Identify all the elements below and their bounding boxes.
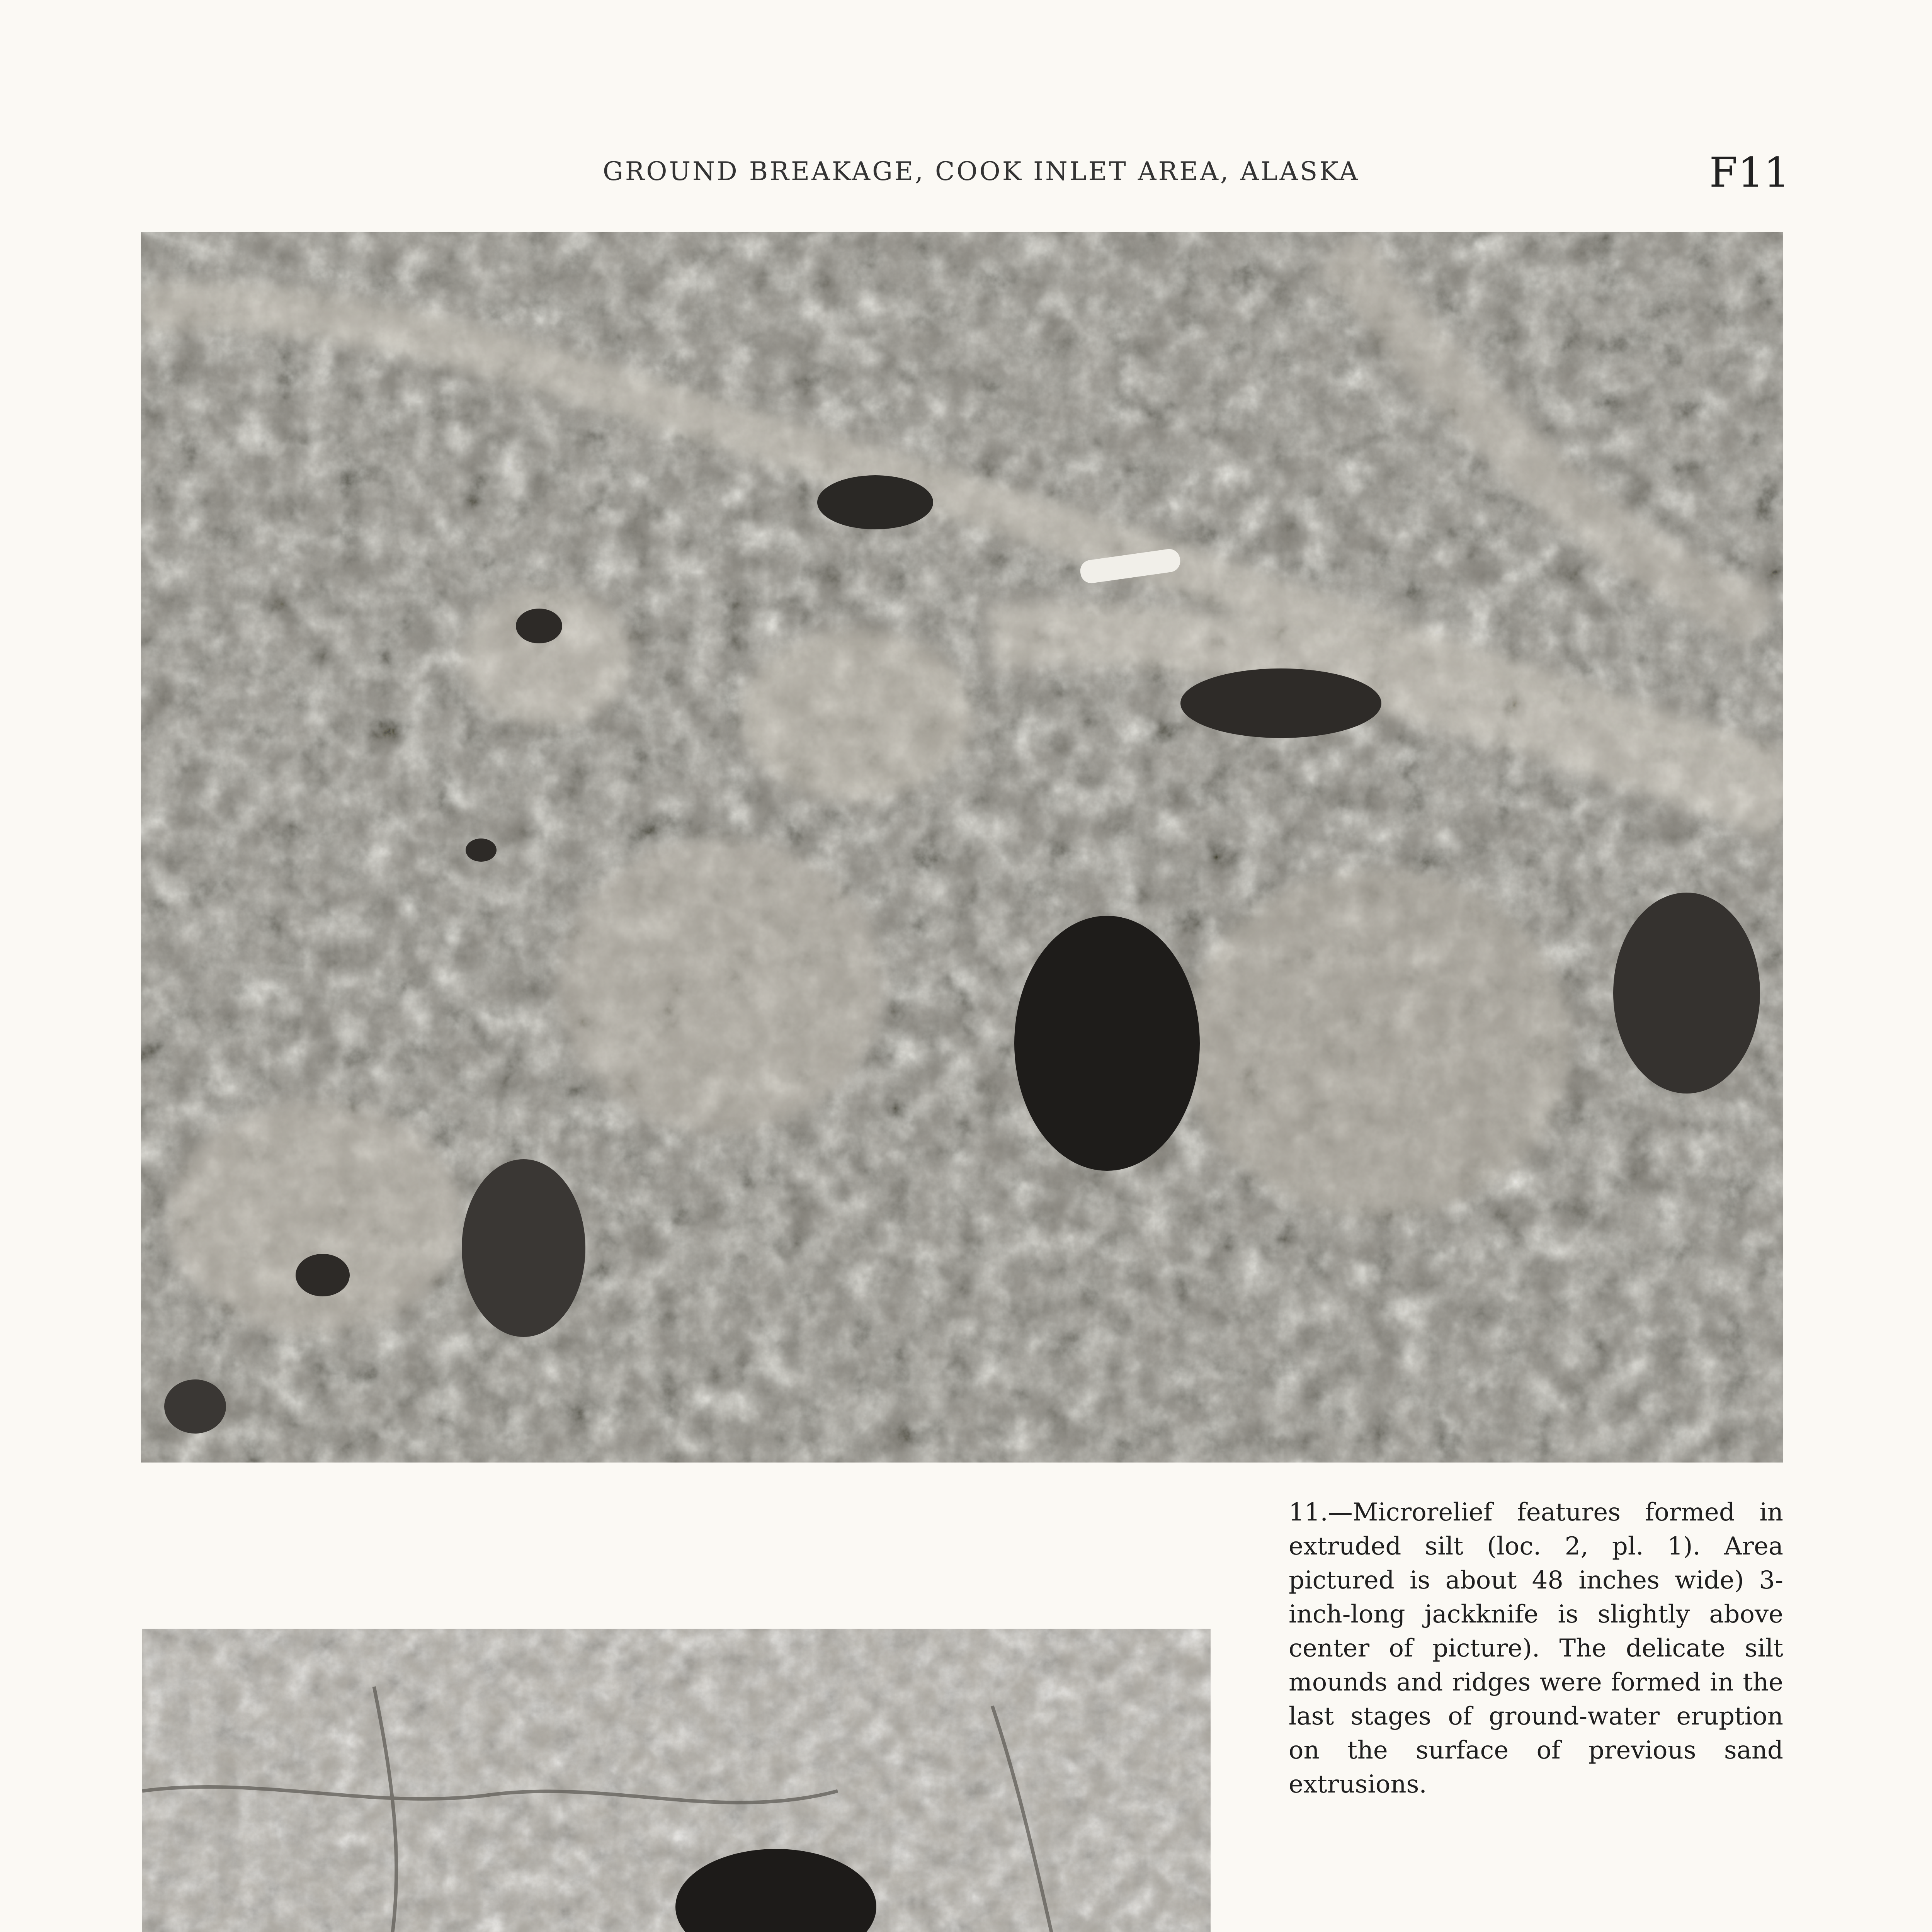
running-head: GROUND BREAKAGE, COOK INLET AREA, ALASKA	[603, 156, 1360, 186]
figure-11-caption: 11.—Microrelief features formed in extruded silt (loc. 2, pl. 1). Area pictured is about 48 inches wide) 3-inch-long jackknife is slightly above center of picture). The delicate silt mounds and ridges were formed in the last stages of ground-water eruption on the surface of previous sand extrusions.	[1289, 1498, 1783, 1799]
page-number: F11	[1709, 149, 1790, 196]
figure-12-image	[142, 1629, 1211, 1932]
figure-11-photo	[141, 232, 1783, 1463]
figure-11-image	[141, 232, 1783, 1463]
figure-12-photo	[142, 1629, 1211, 1932]
